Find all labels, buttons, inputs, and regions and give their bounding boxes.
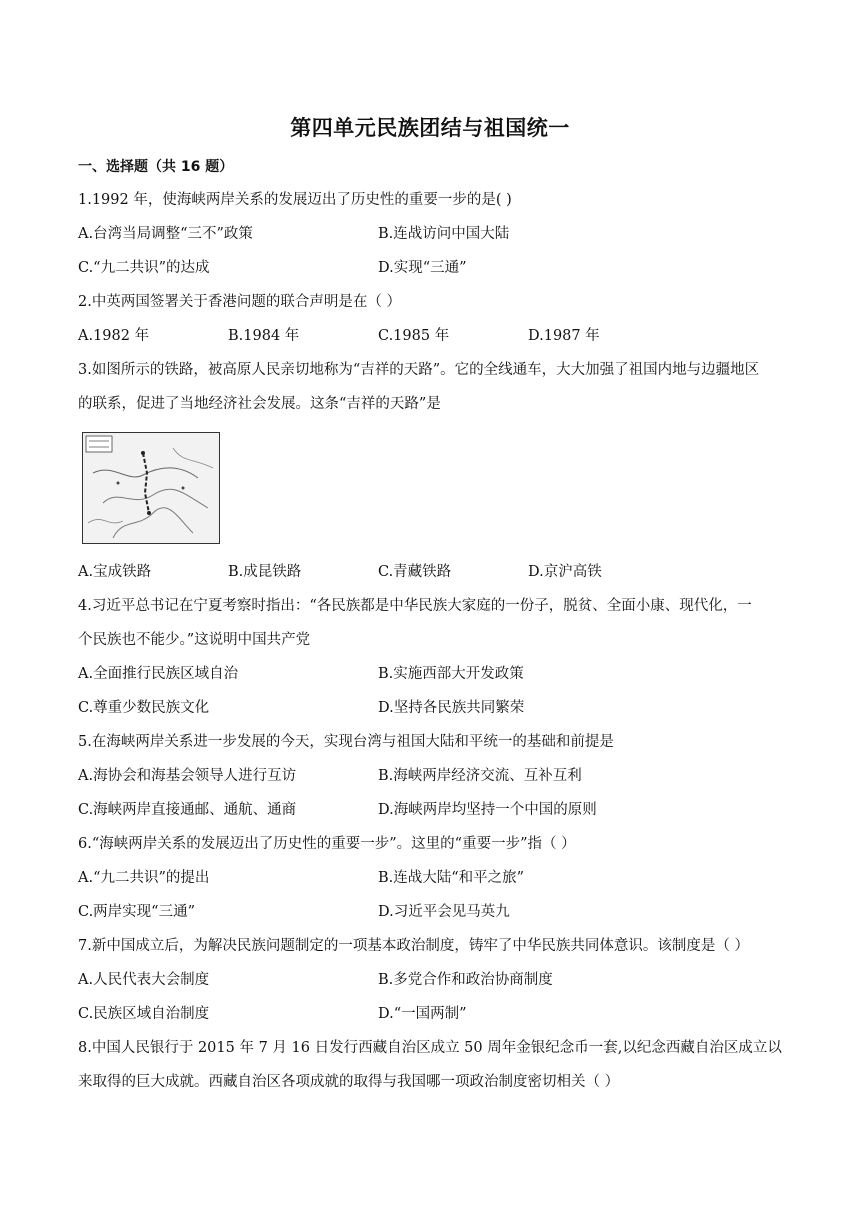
question-3-option-d: D.京沪高铁 bbox=[528, 564, 602, 580]
question-4-option-d: D.坚持各民族共同繁荣 bbox=[378, 700, 525, 716]
question-4-option-a: A.全面推行民族区域自治 bbox=[78, 666, 239, 682]
question-6-option-d: D.习近平会见马英九 bbox=[378, 904, 510, 920]
question-7-option-d: D.“一国两制” bbox=[378, 1006, 467, 1022]
question-7-stem: 7.新中国成立后，为解决民族问题制定的一项基本政治制度，铸牢了中华民族共同体意识。该制度是（ ） bbox=[78, 938, 749, 954]
question-1-stem: 1.1992 年，使海峡两岸关系的发展迈出了历史性的重要一步的是( ) bbox=[78, 192, 512, 208]
question-2-option-d: D.1987 年 bbox=[528, 328, 600, 344]
question-7-option-b: B.多党合作和政治协商制度 bbox=[378, 972, 553, 988]
question-4-option-b: B.实施西部大开发政策 bbox=[378, 666, 524, 682]
question-1-option-a: A.台湾当局调整“三不”政策 bbox=[78, 226, 253, 242]
question-4-option-c: C.尊重少数民族文化 bbox=[78, 700, 210, 716]
question-3-stem-line-2: 的联系，促进了当地经济社会发展。这条“吉祥的天路”是 bbox=[78, 396, 441, 412]
question-2-stem: 2.中英两国签署关于香港问题的联合声明是在（ ） bbox=[78, 294, 401, 310]
question-3-option-c: C.青藏铁路 bbox=[378, 564, 452, 580]
railway-map-illustration bbox=[83, 433, 219, 543]
question-5-option-a: A.海协会和海基会领导人进行互访 bbox=[78, 768, 297, 784]
question-8-stem-line-1: 8.中国人民银行于 2015 年 7 月 16 日发行西藏自治区成立 50 周年金银纪念币一套,以纪念西藏自治区成立以 bbox=[78, 1040, 782, 1056]
question-6-stem: 6.“海峡两岸关系的发展迈出了历史性的重要一步”。这里的“重要一步”指（ ） bbox=[78, 836, 576, 852]
question-1-option-b: B.连战访问中国大陆 bbox=[378, 226, 510, 242]
question-3-option-b: B.成昆铁路 bbox=[228, 564, 302, 580]
question-2-option-b: B.1984 年 bbox=[228, 328, 300, 344]
question-6-option-b: B.连战大陆“和平之旅” bbox=[378, 870, 525, 886]
question-5-option-d: D.海峡两岸均坚持一个中国的原则 bbox=[378, 802, 597, 818]
question-5-stem: 5.在海峡两岸关系进一步发展的今天，实现台湾与祖国大陆和平统一的基础和前提是 bbox=[78, 734, 614, 750]
question-4-stem-line-1: 4.习近平总书记在宁夏考察时指出：“各民族都是中华民族大家庭的一份子，脱贫、全面小康、现代化，一 bbox=[78, 598, 752, 614]
question-3-option-a: A.宝成铁路 bbox=[78, 564, 152, 580]
question-3-stem-line-1: 3.如图所示的铁路，被高原人民亲切地称为“吉祥的天路”。它的全线通车，大大加强了祖国内地与边疆地区 bbox=[78, 362, 760, 378]
question-6-option-a: A.“九二共识”的提出 bbox=[78, 870, 210, 886]
question-2-option-a: A.1982 年 bbox=[78, 328, 150, 344]
railway-map-image bbox=[82, 432, 220, 544]
question-7-option-c: C.民族区域自治制度 bbox=[78, 1006, 210, 1022]
question-7-option-a: A.人民代表大会制度 bbox=[78, 972, 210, 988]
question-4-stem-line-2: 个民族也不能少。”这说明中国共产党 bbox=[78, 632, 311, 648]
page-title: 第四单元民族团结与祖国统一 bbox=[290, 116, 570, 140]
question-5-option-c: C.海峡两岸直接通邮、通航、通商 bbox=[78, 802, 297, 818]
question-6-option-c: C.两岸实现“三通” bbox=[78, 904, 196, 920]
question-8-stem-line-2: 来取得的巨大成就。西藏自治区各项成就的取得与我国哪一项政治制度密切相关（ ） bbox=[78, 1074, 620, 1090]
question-2-option-c: C.1985 年 bbox=[378, 328, 450, 344]
question-1-option-c: C.“九二共识”的达成 bbox=[78, 260, 210, 276]
question-5-option-b: B.海峡两岸经济交流、互补互利 bbox=[378, 768, 582, 784]
question-1-option-d: D.实现“三通” bbox=[378, 260, 467, 276]
section-heading: 一、选择题（共 16 题） bbox=[78, 159, 234, 175]
